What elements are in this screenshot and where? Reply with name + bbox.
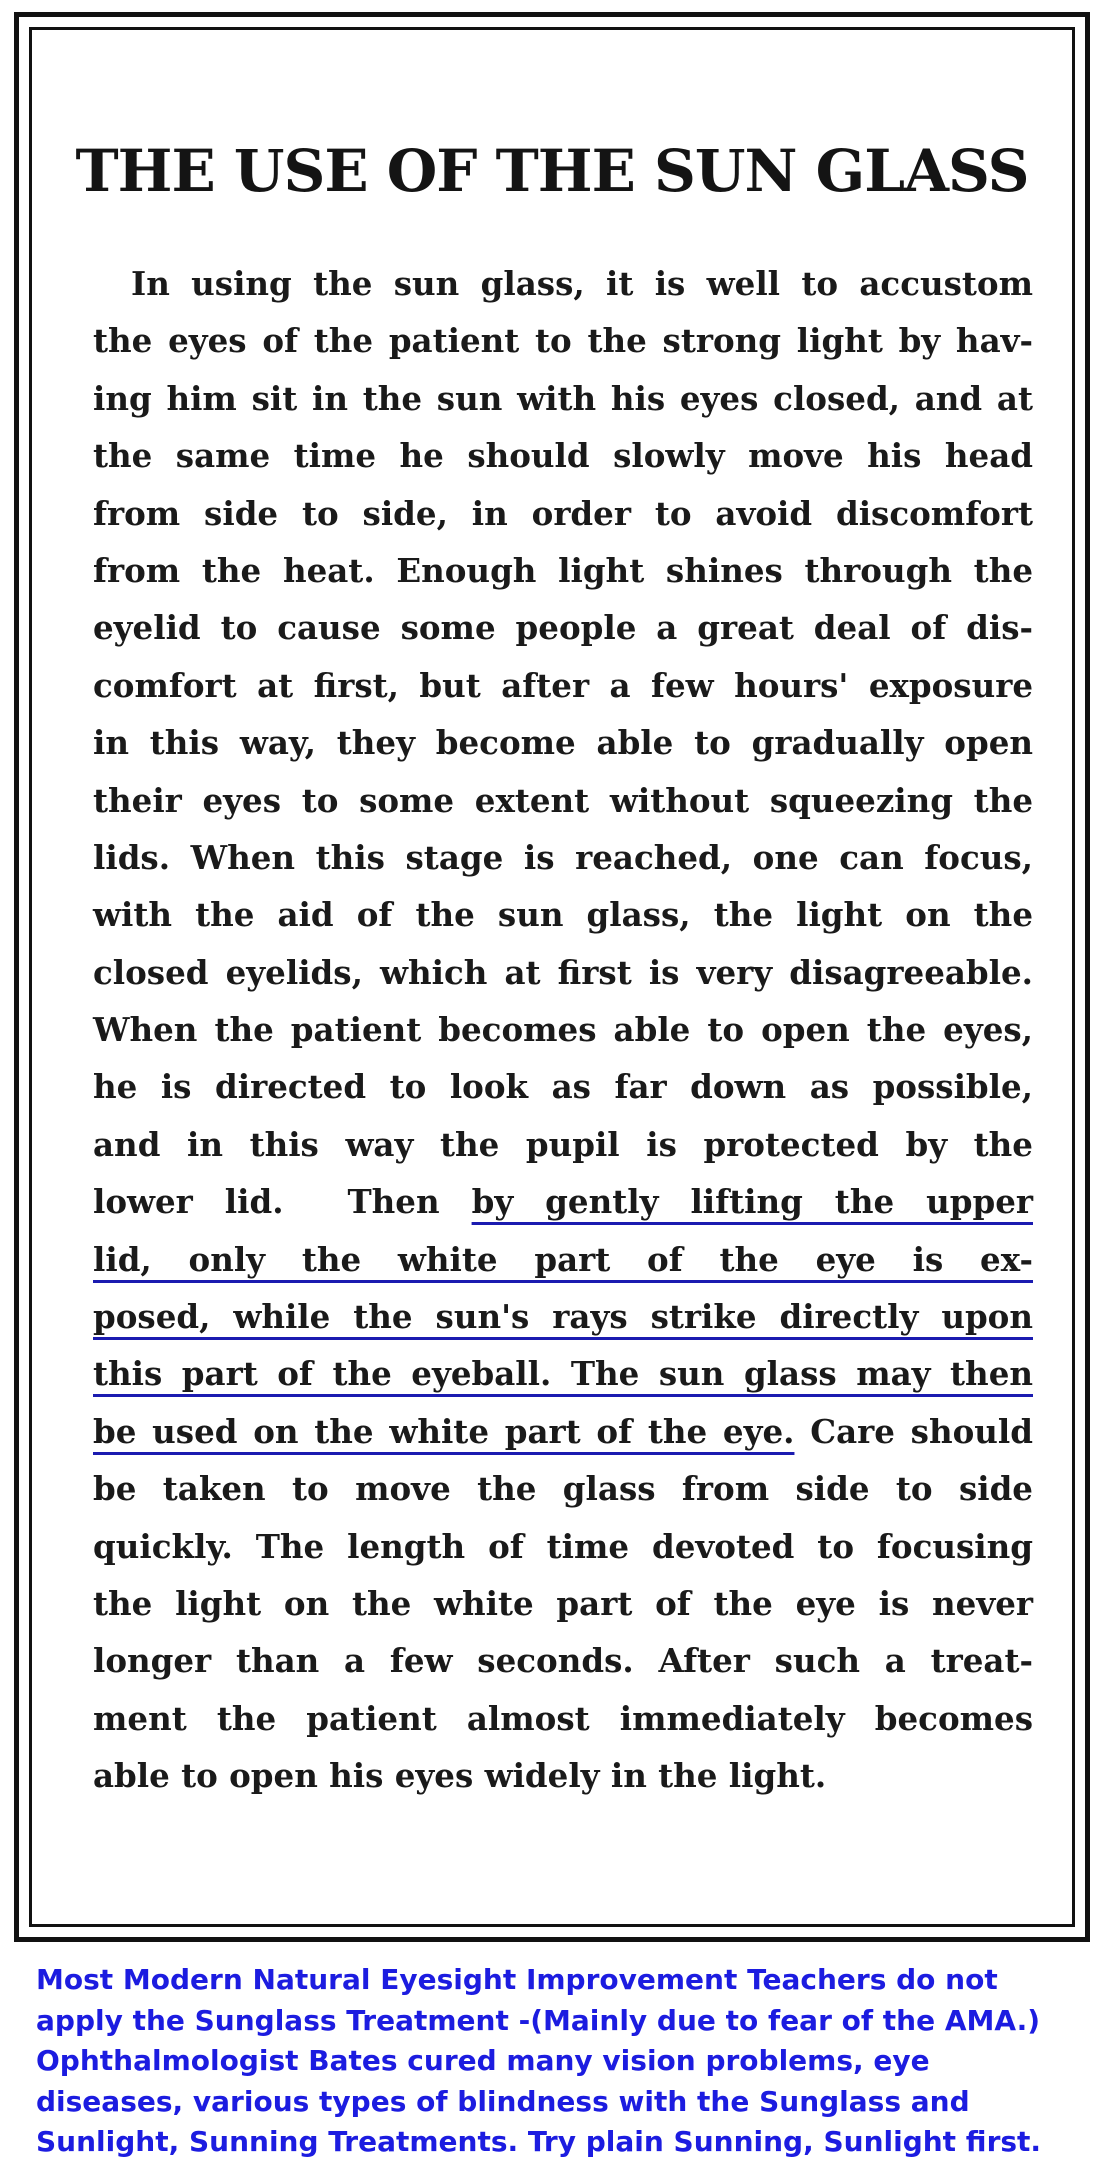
article-line [93,1345,1033,1402]
article-line: eyelid to cause some people a great deal of dis- [93,608,1033,648]
article-text: Care should [794,1411,1033,1451]
article-line: When the patient becomes able to open the eyes, [93,1010,1033,1050]
underlined-text: this part of the eyeball. The sun glass may then [93,1354,1033,1394]
article-line: lids. When this stage is reached, one can focus, [93,837,1033,877]
caption-line: Ophthalmologist Bates cured many vision problems, eye [36,2044,930,2077]
article-line: with the aid of the sun glass, the light on the [93,895,1033,935]
caption-line: apply the Sunglass Treatment -(Mainly due to fear of the AMA.) [36,2003,1041,2037]
article-line [93,1231,1033,1288]
article-body [93,255,1033,1805]
article-line: In using the sun glass, it is well to accustom [131,264,1033,303]
article-line: able to open his eyes widely in the light. [93,1756,827,1796]
article-line: be taken to move the glass from side to side [93,1469,1033,1509]
underlined-text: posed, while the sun's rays strike directly upon [93,1297,1033,1337]
article-text: lower lid. Then [93,1182,472,1222]
article-line: he is directed to look as far down as possible, [93,1067,1033,1107]
article-line: the eyes of the patient to the strong light by hav- [93,321,1033,361]
article-line: their eyes to some extent without squeezing the [93,780,1033,820]
article-line: and in this way the pupil is protected by the [93,1124,1033,1164]
article-line: from the heat. Enough light shines through the [93,550,1033,590]
underlined-text: lid, only the white part of the eye is ex- [93,1239,1033,1279]
article-line-mixed [93,1403,1033,1460]
article-line: in this way, they become able to gradually open [93,723,1033,763]
article-line-mixed [93,1173,1033,1230]
article-line: from side to side, in order to avoid discomfort [93,493,1033,533]
article-line: the same time he should slowly move his head [93,436,1033,476]
article-title: THE USE OF THE SUN GLASS [75,137,1029,205]
caption-line: Sunlight, Sunning Treatments. Try plain Sunning, Sunlight first. [36,2125,1042,2158]
caption-note [36,1960,1096,2163]
article-line: ing him sit in the sun with his eyes closed, and at [93,378,1033,418]
caption-line: Most Modern Natural Eyesight Improvement Teachers do not [36,1963,998,1996]
article-line: longer than a few seconds. After such a treat- [93,1641,1033,1681]
underlined-text: be used on the white part of the eye. [93,1411,795,1451]
underlined-text: by gently lifting the upper [471,1182,1033,1222]
article-line: closed eyelids, which at first is very disagreeable. [93,952,1033,992]
article-line: comfort at first, but after a few hours' exposure [93,665,1033,705]
caption-line: diseases, various types of blindness with the Sunglass and [36,2084,970,2118]
article-line: ment the patient almost immediately becomes [93,1698,1033,1738]
article-line: the light on the white part of the eye is never [93,1583,1033,1623]
article-line [93,1288,1033,1345]
article-line: quickly. The length of time devoted to focusing [93,1526,1033,1566]
